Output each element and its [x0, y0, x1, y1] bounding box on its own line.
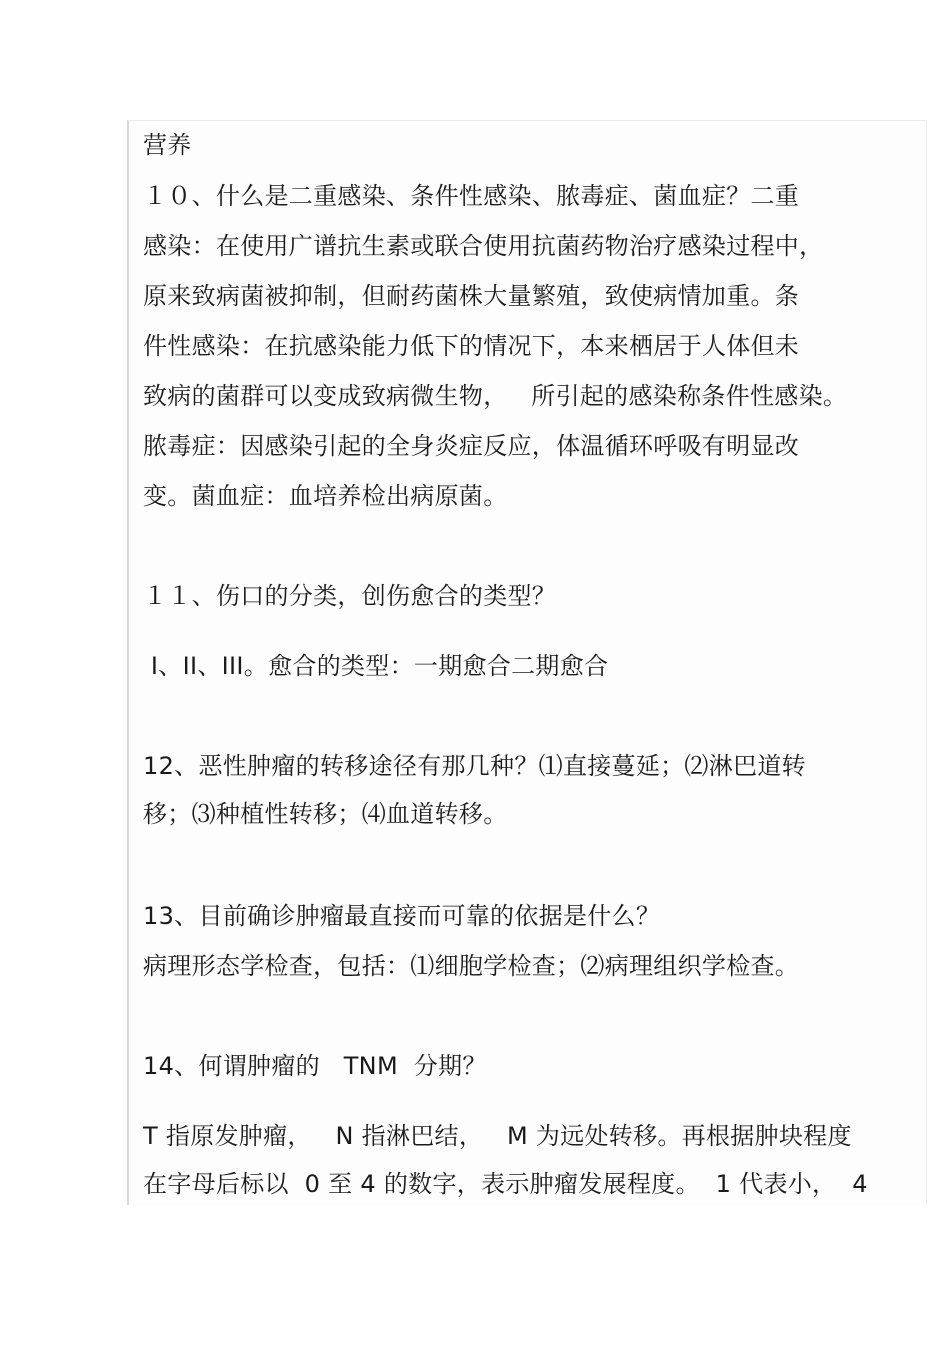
- question-13-title: 13、目前确诊肿瘤最直接而可靠的依据是什么？: [143, 902, 661, 930]
- question-10-answer-line-2: 原来致病菌被抑制，但耐药菌株大量繁殖，致使病情加重。条: [143, 282, 800, 310]
- question-12-answer: 移；⑶种植性转移；⑷血道转移。: [143, 800, 508, 828]
- question-14-title: 14、何谓肿瘤的 TNM 分期？: [143, 1052, 487, 1080]
- question-11-title: １１、伤口的分类，创伤愈合的类型？: [143, 582, 557, 610]
- question-10-answer-line-4: 致病的菌群可以变成致病微生物， 所引起的感染称条件性感染。: [143, 382, 848, 410]
- question-10-title: １０、什么是二重感染、条件性感染、脓毒症、菌血症？二重: [143, 182, 800, 210]
- question-13-answer: 病理形态学检查，包括：⑴细胞学检查；⑵病理组织学检查。: [143, 952, 800, 980]
- question-14-answer-line-1: T 指原发肿瘤， N 指淋巴结， M 为远处转移。再根据肿块程度: [143, 1122, 852, 1150]
- question-11-answer: I、II、III。愈合的类型：一期愈合二期愈合: [143, 652, 609, 680]
- question-10-answer-line-6: 变。菌血症：血培养检出病原菌。: [143, 482, 508, 510]
- question-10-answer-line-3: 件性感染：在抗感染能力低下的情况下，本来栖居于人体但未: [143, 332, 800, 360]
- question-12-title: 12、恶性肿瘤的转移途径有那几种？⑴直接蔓延；⑵淋巴道转: [143, 752, 806, 780]
- question-10-answer-line-1: 感染：在使用广谱抗生素或联合使用抗菌药物治疗感染过程中，: [143, 232, 824, 260]
- question-10-answer-line-5: 脓毒症：因感染引起的全身炎症反应，体温循环呼吸有明显改: [143, 432, 800, 460]
- text-line-nutrition: 营养: [143, 131, 192, 159]
- question-14-answer-line-2: 在字母后标以 0 至 4 的数字，表示肿瘤发展程度。 1 代表小， 4: [143, 1170, 868, 1198]
